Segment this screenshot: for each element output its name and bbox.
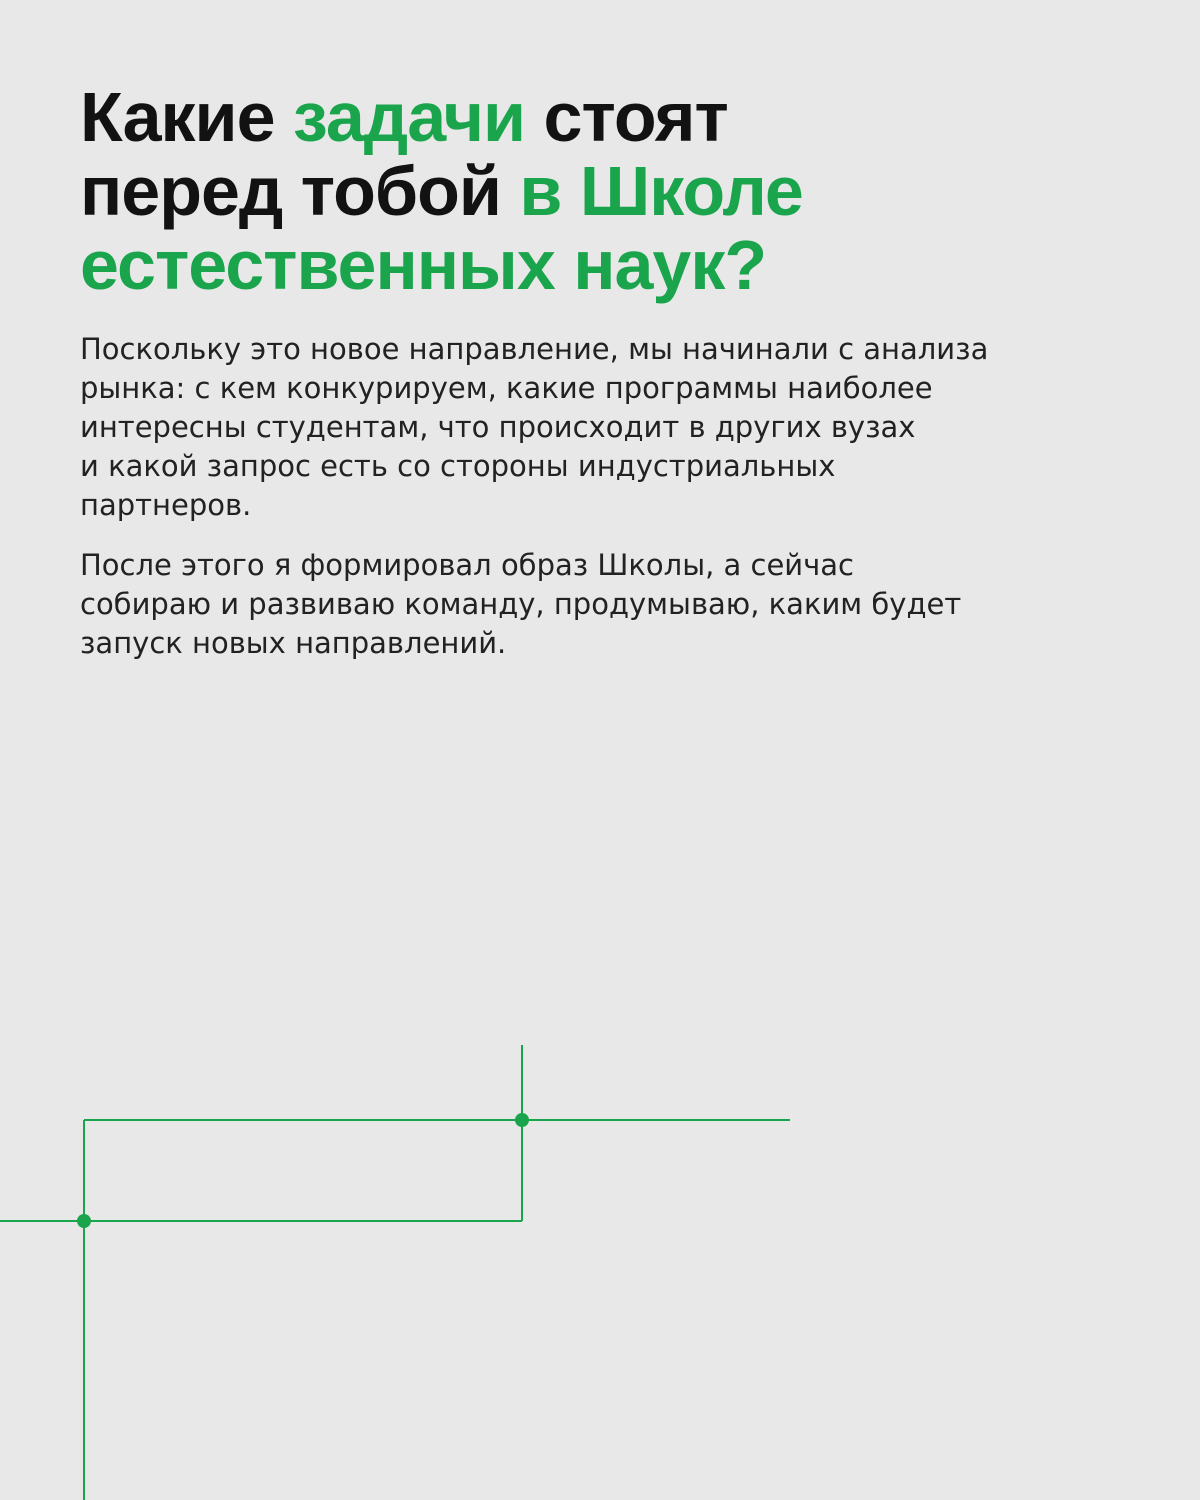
title-accent-text: естественных наук? xyxy=(80,226,767,304)
paragraph-line: запуск новых направлений. xyxy=(80,626,507,660)
paragraph-line: и какой запрос есть со стороны индустриальных xyxy=(80,449,836,483)
junction-dot xyxy=(515,1113,529,1127)
title-accent-text: в Школе xyxy=(519,152,803,230)
title-text: Какие xyxy=(80,78,293,156)
title-text: стоят xyxy=(525,78,728,156)
title-text: перед тобой xyxy=(80,152,520,230)
paragraph-line: партнеров. xyxy=(80,488,252,522)
paragraph-line: собираю и развиваю команду, продумываю, каким будет xyxy=(80,587,962,621)
paragraph-line: Поскольку это новое направление, мы начинали с анализа xyxy=(80,332,989,366)
paragraph-line: После этого я формировал образ Школы, а сейчас xyxy=(80,548,854,582)
title-accent-text: задачи xyxy=(292,78,526,156)
paragraph-line: рынка: с кем конкурируем, какие программы наиболее xyxy=(80,371,933,405)
paragraph-line: интересны студентам, что происходит в других вузах xyxy=(80,410,916,444)
junction-dot xyxy=(77,1214,91,1228)
